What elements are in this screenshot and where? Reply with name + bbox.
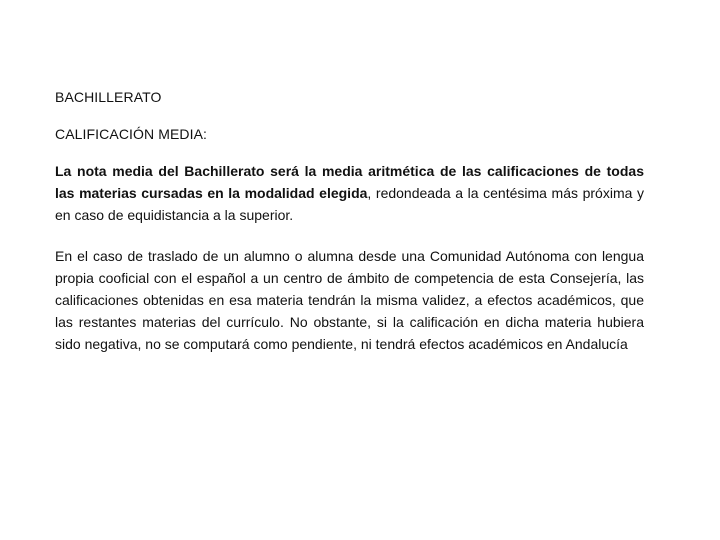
document-heading: BACHILLERATO: [55, 89, 162, 105]
paragraph-average-grade-bold: La nota media del Bachillerato será la media aritmética de las calificaciones de todas las materias cursadas en la modalidad elegida: [55, 163, 644, 201]
document-body: [55, 86, 644, 355]
paragraph-average-grade: [55, 160, 644, 226]
paragraph-transfer-rule: En el caso de traslado de un alumno o alumna desde una Comunidad Autónoma con lengua propia cooficial con el español a un centro de ámbito de competencia de esta Consejería, las calificaciones obtenidas en esa materia tendrán la misma validez, a efectos académicos, que las restantes materias del currículo. No obstante, si la calificación en dicha materia hubiera sido negativa, no se computará como pendiente, ni tendrá efectos académicos en Andalucía: [55, 248, 644, 352]
paragraph-average-grade-rest: , redondeada a la centésima más próxima y en caso de equidistancia a la superior.: [55, 185, 644, 223]
section-subheading: CALIFICACIÓN MEDIA:: [55, 126, 208, 142]
